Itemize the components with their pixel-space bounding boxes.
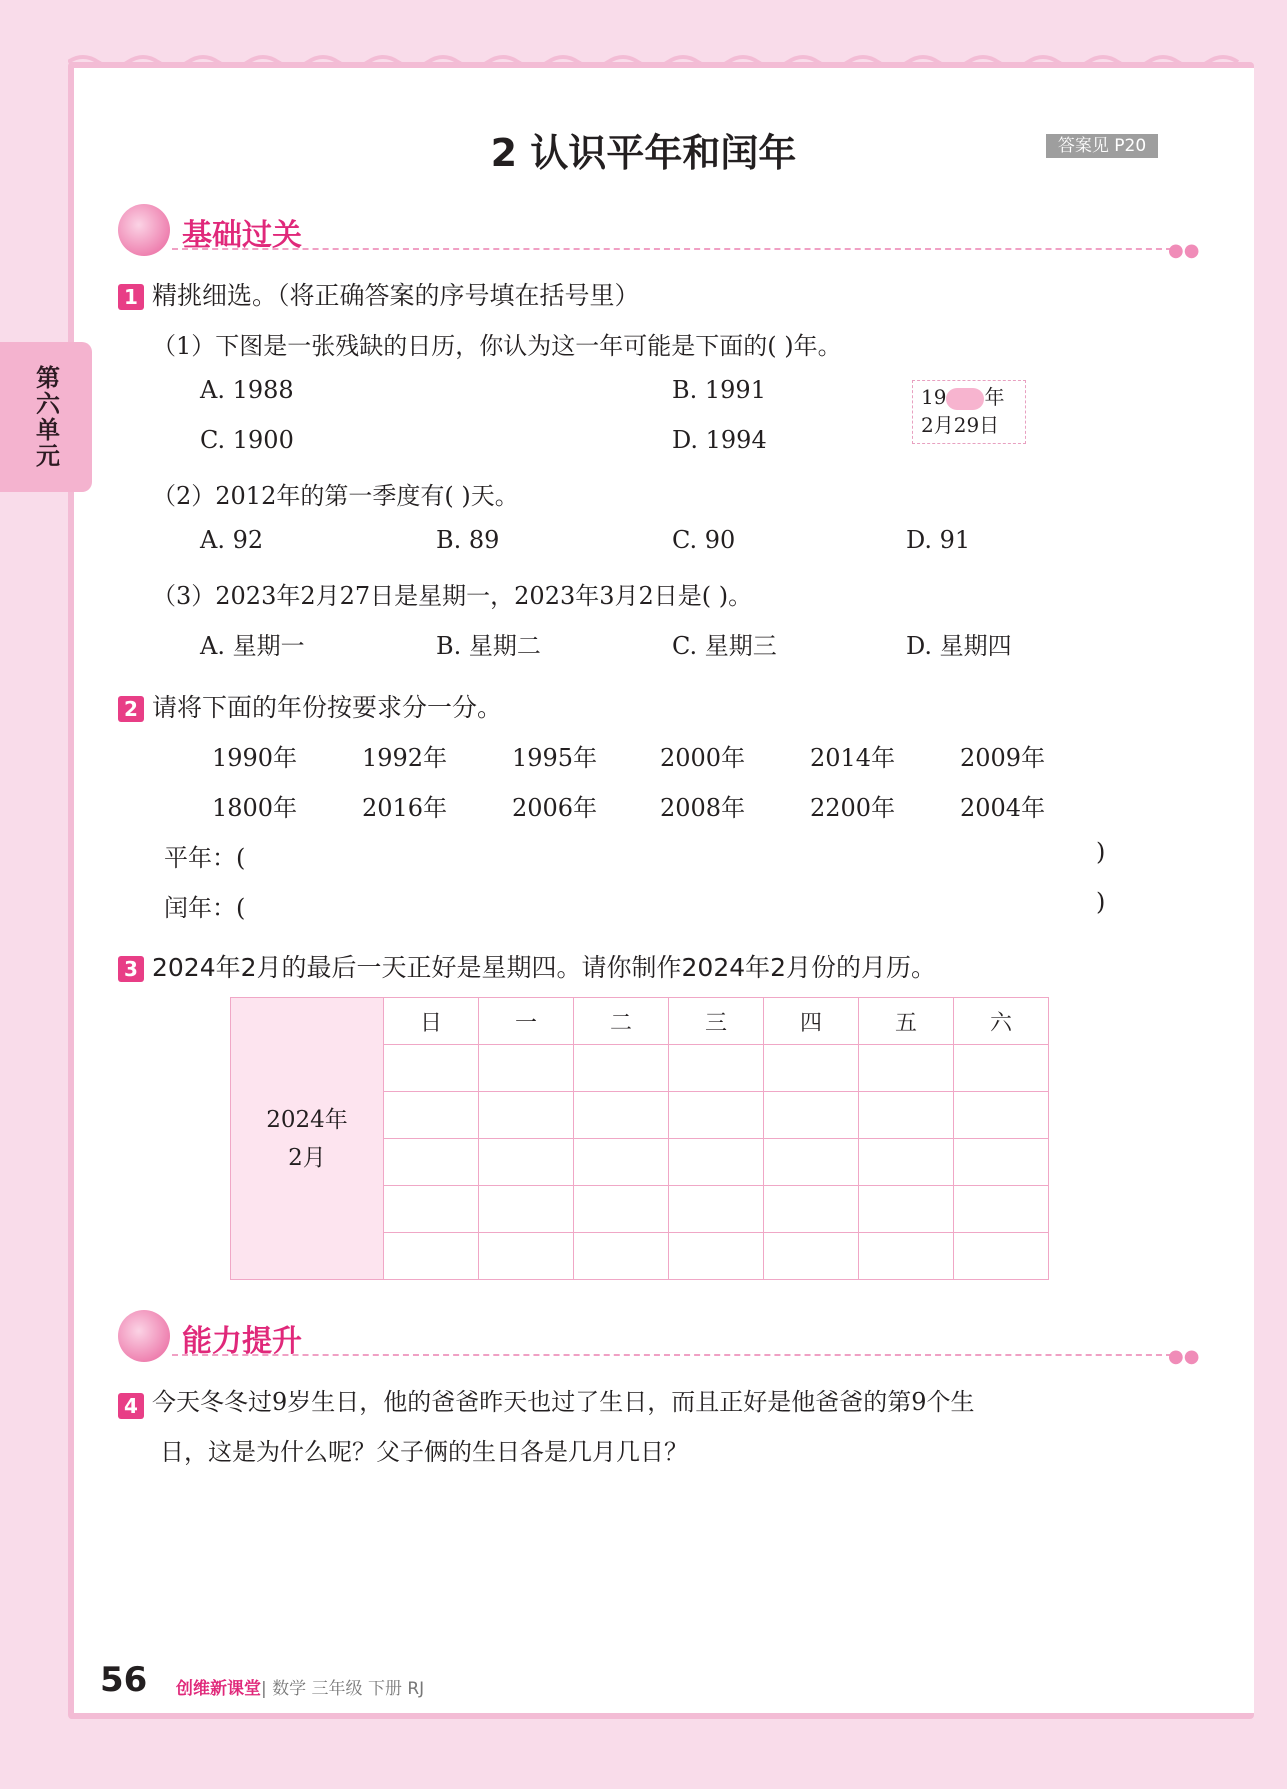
- question-3-heading: [118, 948, 936, 984]
- page-title: 2 认识平年和闰年: [490, 131, 797, 175]
- calendar-day-cell[interactable]: [764, 1233, 859, 1280]
- page-number: 56: [100, 1660, 148, 1700]
- calendar-day-cell[interactable]: [384, 1186, 479, 1233]
- q1-sub1-option-d[interactable]: D. 1994: [672, 426, 767, 454]
- calendar-day-cell[interactable]: [479, 1233, 574, 1280]
- dashed-divider: [172, 1354, 1172, 1356]
- footer-subject: | 数学 三年级 下册 RJ: [261, 1679, 425, 1699]
- weekday-header: 一: [479, 998, 574, 1045]
- calendar-day-cell[interactable]: [954, 1139, 1049, 1186]
- common-year-answer-field[interactable]: [250, 838, 1090, 868]
- calendar-day-cell[interactable]: [954, 1092, 1049, 1139]
- question-number-badge: 3: [118, 956, 144, 982]
- question-number-badge: 2: [118, 696, 144, 722]
- weekday-header: 二: [574, 998, 669, 1045]
- year-item: 2004年: [960, 794, 1046, 822]
- weekday-header: 日: [384, 998, 479, 1045]
- unit-label: 第六单元: [31, 365, 60, 469]
- cartoon-badge-icon: [118, 1310, 170, 1362]
- q1-sub1-option-a[interactable]: A. 1988: [200, 376, 294, 404]
- calendar-day-cell[interactable]: [954, 1186, 1049, 1233]
- calendar-day-cell[interactable]: [764, 1045, 859, 1092]
- calendar-day-cell[interactable]: [574, 1186, 669, 1233]
- calendar-day-cell[interactable]: [859, 1186, 954, 1233]
- calendar-day-cell[interactable]: [479, 1186, 574, 1233]
- year-item: 2008年: [660, 794, 746, 822]
- leap-year-label: 闰年：(: [164, 894, 246, 922]
- torn-calendar: [912, 380, 1026, 444]
- calendar-day-cell[interactable]: [574, 1045, 669, 1092]
- weekday-header: 五: [859, 998, 954, 1045]
- unit-side-tab: [0, 342, 92, 492]
- q1-sub2-option-b[interactable]: B. 89: [436, 526, 500, 554]
- answer-reference: 答案见 P20: [1046, 134, 1158, 158]
- calendar-day-cell[interactable]: [859, 1092, 954, 1139]
- year-item: 2200年: [810, 794, 896, 822]
- ink-blot-icon: [946, 388, 984, 410]
- calendar-day-cell[interactable]: [479, 1139, 574, 1186]
- calendar-day-cell[interactable]: [764, 1186, 859, 1233]
- cartoon-badge-icon: [118, 204, 170, 256]
- dots-decoration-icon: ●●: [1168, 1346, 1200, 1367]
- section-advanced-header: [118, 1310, 1198, 1366]
- calendar-day-cell[interactable]: [764, 1139, 859, 1186]
- question-1-text: 精挑细选。（将正确答案的序号填在括号里）: [152, 281, 640, 310]
- q1-sub1-option-c[interactable]: C. 1900: [200, 426, 294, 454]
- calendar-day-cell[interactable]: [384, 1092, 479, 1139]
- question-4-line1: 今天冬冬过9岁生日，他的爸爸昨天也过了生日，而且正好是他爸爸的第9个生: [152, 1388, 975, 1416]
- year-item: 1992年: [362, 744, 448, 772]
- calendar-day-cell[interactable]: [384, 1139, 479, 1186]
- calendar-day-cell[interactable]: [669, 1092, 764, 1139]
- q1-sub2-option-d[interactable]: D. 91: [906, 526, 971, 554]
- footer-info: [176, 1674, 424, 1699]
- weekday-header: 三: [669, 998, 764, 1045]
- q1-sub1-option-b[interactable]: B. 1991: [672, 376, 766, 404]
- year-item: 1990年: [212, 744, 298, 772]
- q1-sub2-option-c[interactable]: C. 90: [672, 526, 736, 554]
- calendar-day-cell[interactable]: [574, 1139, 669, 1186]
- calendar-day-cell[interactable]: [669, 1045, 764, 1092]
- q1-sub2-option-a[interactable]: A. 92: [200, 526, 264, 554]
- calendar-day-cell[interactable]: [574, 1092, 669, 1139]
- question-1-heading: [118, 276, 640, 312]
- calendar-day-cell[interactable]: [669, 1233, 764, 1280]
- question-number-badge: 4: [118, 1393, 144, 1419]
- question-number-badge: 1: [118, 284, 144, 310]
- q1-sub1-stem: （1）下图是一张残缺的日历，你认为这一年可能是下面的( )年。: [152, 332, 842, 360]
- calendar-day-cell[interactable]: [669, 1186, 764, 1233]
- q1-sub2-stem: （2）2012年的第一季度有( )天。: [152, 482, 519, 510]
- section-basic-header: [118, 204, 1198, 260]
- calendar-day-cell[interactable]: [764, 1092, 859, 1139]
- question-2-text: 请将下面的年份按要求分一分。: [152, 693, 503, 722]
- calendar-date: 2月29日: [921, 413, 1000, 437]
- dots-decoration-icon: ●●: [1168, 240, 1200, 261]
- calendar-day-cell[interactable]: [859, 1045, 954, 1092]
- q1-sub3-option-a[interactable]: A. 星期一: [200, 632, 305, 660]
- weekday-header: 六: [954, 998, 1049, 1045]
- year-item: 2000年: [660, 744, 746, 772]
- calendar-day-cell[interactable]: [859, 1139, 954, 1186]
- dashed-divider: [172, 248, 1172, 250]
- year-item: 1995年: [512, 744, 598, 772]
- calendar-day-cell[interactable]: [479, 1045, 574, 1092]
- calendar-day-cell[interactable]: [859, 1233, 954, 1280]
- calendar-day-cell[interactable]: [954, 1233, 1049, 1280]
- calendar-month-label: [231, 998, 384, 1280]
- calendar-year: 2024年: [266, 1106, 348, 1133]
- question-2-heading: [118, 688, 502, 724]
- year-item: 1800年: [212, 794, 298, 822]
- q1-sub3-option-b[interactable]: B. 星期二: [436, 632, 541, 660]
- footer-brand: 创维新课堂: [176, 1679, 261, 1699]
- calendar-month: 2月: [288, 1144, 326, 1171]
- section-basic-title: 基础过关: [182, 218, 302, 253]
- calendar-day-cell[interactable]: [954, 1045, 1049, 1092]
- year-item: 2016年: [362, 794, 448, 822]
- close-paren: ): [1096, 838, 1106, 866]
- question-4-line2: 日，这是为什么呢？父子俩的生日各是几月几日？: [160, 1438, 688, 1466]
- calendar-year-suffix: 年: [984, 385, 1005, 409]
- section-advanced-title: 能力提升: [182, 1324, 302, 1359]
- common-year-label: 平年：(: [164, 844, 246, 872]
- q1-sub3-option-d[interactable]: D. 星期四: [906, 632, 1012, 660]
- calendar-day-cell[interactable]: [479, 1092, 574, 1139]
- year-item: 2014年: [810, 744, 896, 772]
- calendar-day-cell[interactable]: [574, 1233, 669, 1280]
- calendar-day-cell[interactable]: [669, 1139, 764, 1186]
- weekday-header: 四: [764, 998, 859, 1045]
- calendar-day-cell[interactable]: [384, 1233, 479, 1280]
- year-item: 2009年: [960, 744, 1046, 772]
- q1-sub3-stem: （3）2023年2月27日是星期一，2023年3月2日是( )。: [152, 582, 753, 610]
- q1-sub3-option-c[interactable]: C. 星期三: [672, 632, 777, 660]
- close-paren: ): [1096, 888, 1106, 916]
- question-3-text: 2024年2月的最后一天正好是星期四。请你制作2024年2月份的月历。: [152, 953, 937, 982]
- year-item: 2006年: [512, 794, 598, 822]
- calendar-day-cell[interactable]: [384, 1045, 479, 1092]
- question-4-block: [118, 1382, 975, 1419]
- calendar-year-prefix: 19: [921, 385, 947, 409]
- month-calendar-table: [230, 997, 1049, 1280]
- leap-year-answer-field[interactable]: [250, 888, 1090, 918]
